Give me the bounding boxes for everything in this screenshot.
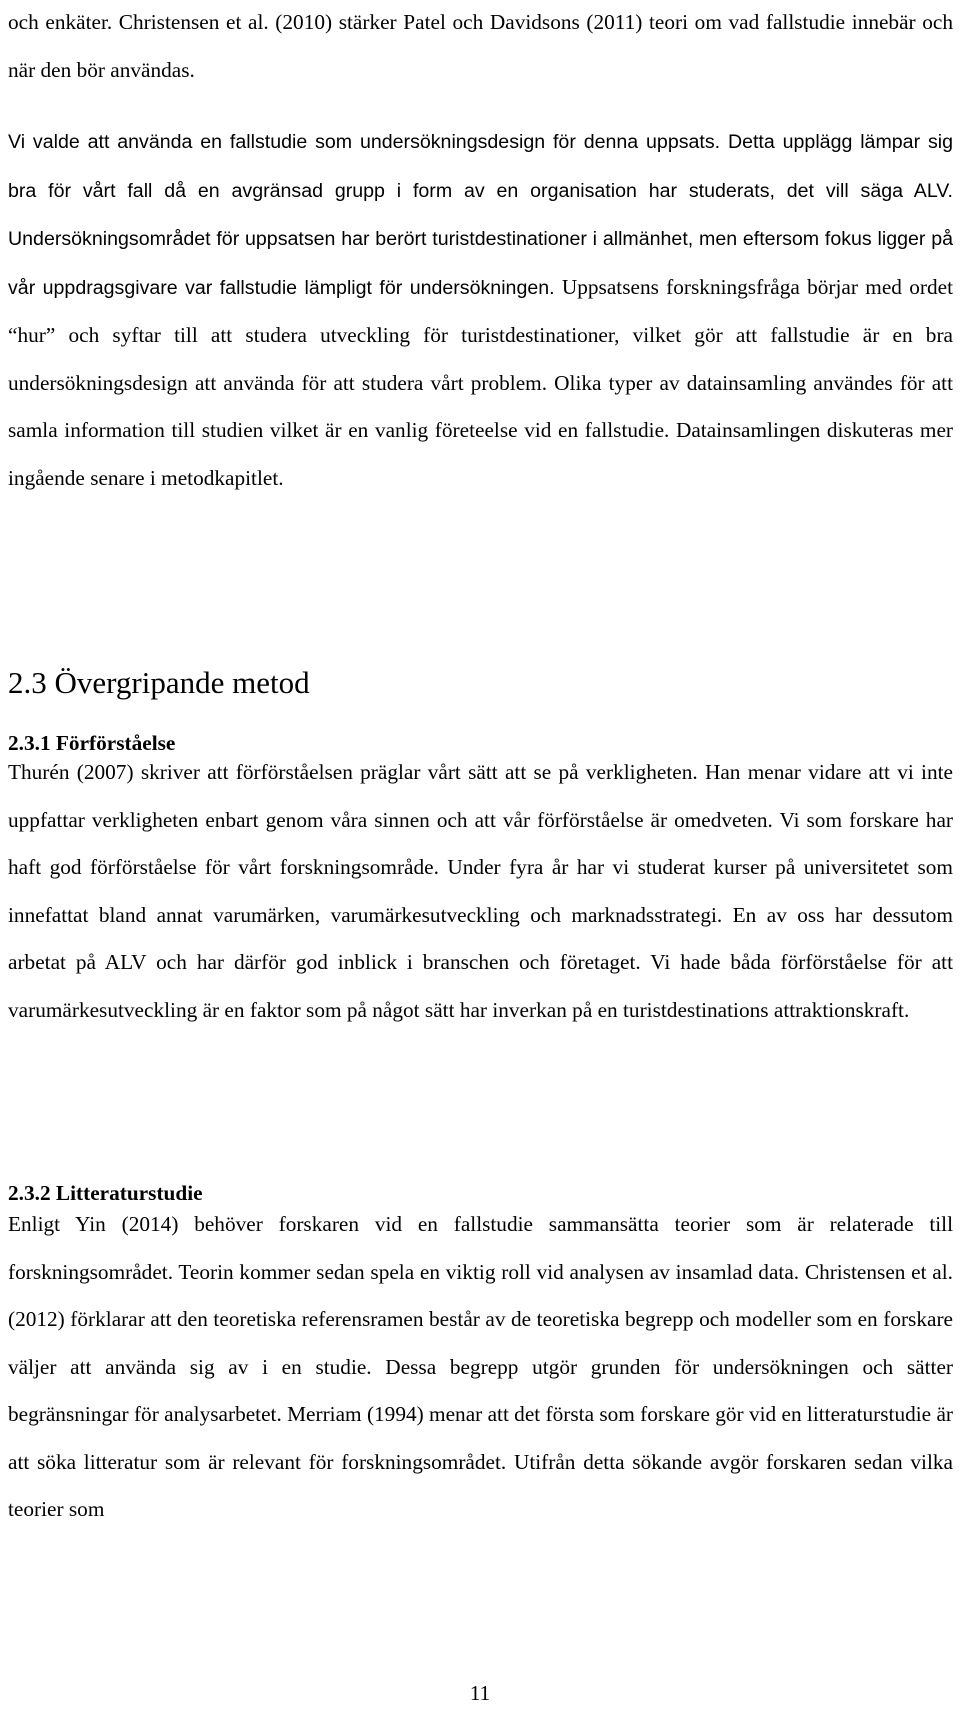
paragraph-fallstudie (8, 118, 953, 502)
paragraph-forforstaelse: Thurén (2007) skriver att förförståelsen präglar vårt sätt att se på verkligheten. Han menar vidare att vi inte uppfattar verkligheten enbart genom våra sinnen och att vår förförståelse är omedveten. Vi som forskare har haft god förförståelse för vårt forskningsområde. Under fyra år har vi studerat kurser på universitetet som innefattat bland annat varumärken, varumärkesutveckling och marknadsstrategi. En av oss har dessutom arbetat på ALV och har därför god inblick i branschen och företaget. Vi hade båda förförståelse för att varumärkesutveckling är en faktor som på något sätt har inverkan på en turistdestinations attraktionskraft. (8, 760, 953, 1022)
subsection-title-litteraturstudie: 2.3.2 Litteraturstudie (8, 1181, 203, 1205)
paragraph-fallstudie-serif: Uppsatsens forskningsfråga börjar med ordet “hur” och syftar till att studera utveckling för turistdestinationer, vilket gör att fallstudie är en bra undersökningsdesign att använda för att studera vårt problem. Olika typer av datainsamling användes för att samla information till studien vilket är en vanlig företeelse vid en fallstudie. Datainsamlingen diskuteras mer ingående senare i metodkapitlet. (8, 274, 953, 490)
section-title: 2.3 Övergripande metod (8, 665, 310, 700)
paragraph-intro: och enkäter. Christensen et al. (2010) stärker Patel och Davidsons (2011) teori om vad fallstudie innebär och när den bör användas. (8, 10, 953, 82)
page-number: 11 (469, 1681, 491, 1705)
subsection-title-forforstaelse: 2.3.1 Förförståelse (8, 731, 176, 755)
paragraph-fallstudie-sans: Vi valde att använda en fallstudie som undersökningsdesign för denna uppsats. Detta upplägg lämpar sig bra för vårt fall då en avgränsad grupp i form av en organisation har studerats, det vill säga ALV. Undersökningsområdet för uppsatsen har berört turistdestinationer i allmänhet, men eftersom fokus ligger på vår uppdragsgivare var fallstudie lämpligt för undersökningen. (8, 131, 953, 299)
paragraph-litteraturstudie: Enligt Yin (2014) behöver forskaren vid en fallstudie sammansätta teorier som är relaterade till forskningsområdet. Teorin kommer sedan spela en viktig roll vid analysen av insamlad data. Christensen et al. (2012) förklarar att den teoretiska referensramen består av de teoretiska begrepp och modeller som en forskare väljer att använda sig av i en studie. Dessa begrepp utgör grunden för undersökningen och sätter begränsningar för analysarbetet. Merriam (1994) menar att det första som forskare gör vid en litteraturstudie är att söka litteratur som är relevant för forskningsområdet. Utifrån detta sökande avgör forskaren sedan vilka teorier som (8, 1212, 953, 1521)
